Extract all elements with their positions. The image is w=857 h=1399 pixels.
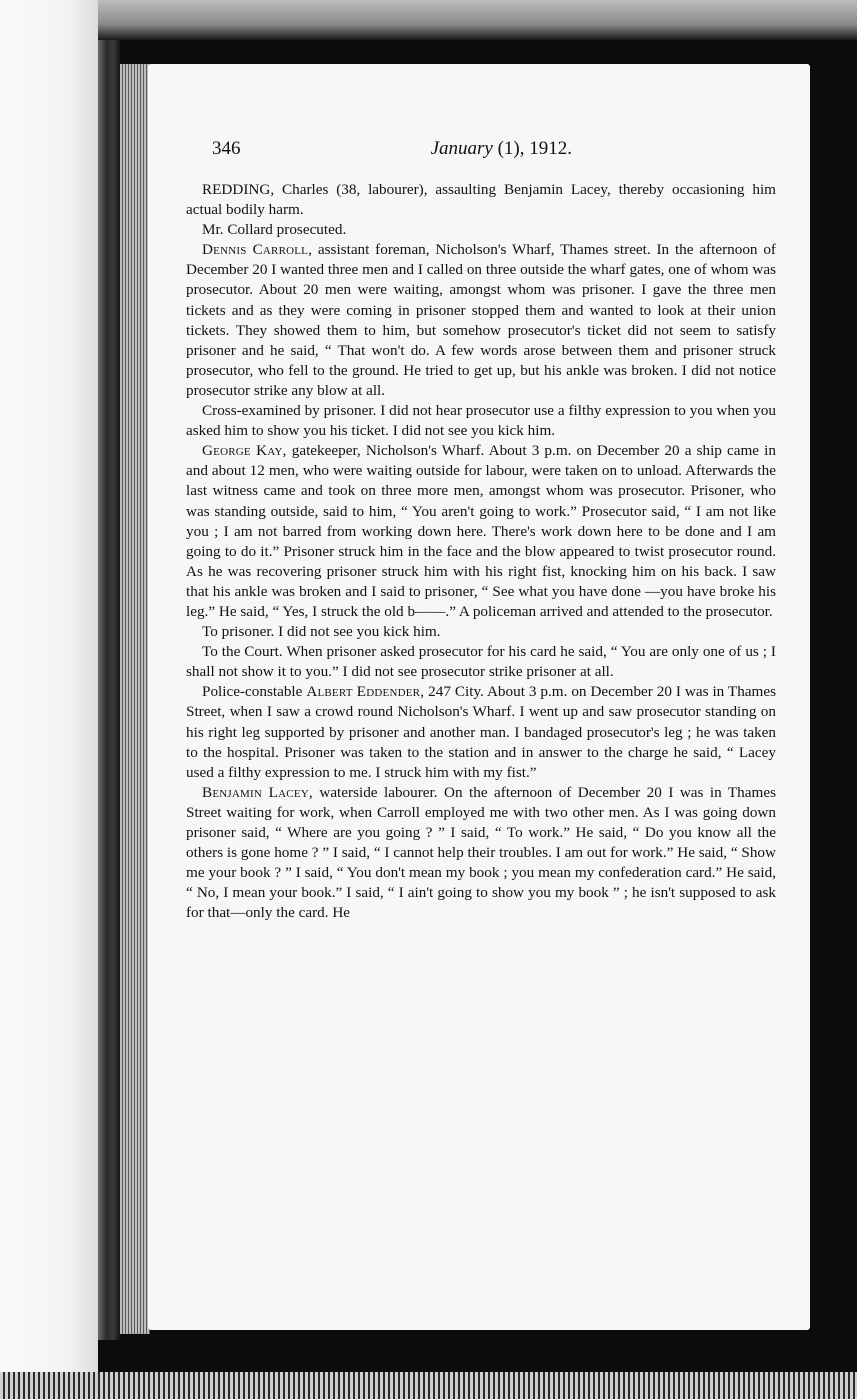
paragraph-text: gatekeeper, Nicholson's Wharf. About 3 p.m. on December 20 a ship came in and about 12 men, who were waiting outside for labour, were taken on to unload. Afterwards the last witness came and took on three more men, amongst whom was prosecutor. Prisoner, who was standing outside, said to him, “ You aren't going to work.” Prosecutor said, “ I am not like you ; I am not barred from working down here. There's work down here to be done and I am going to do it.” Prisoner struck him in the face and the blow appeared to twist prosecutor round. As he was recovering prisoner struck him with his right fist, knocking him on his back. I saw that his ankle was broken and I said to prisoner, “ See what you have done —you have broke his leg.” He said, “ Yes, I struck the old b——.” A policeman arrived and attended to the prosecutor.	[186, 442, 776, 620]
paragraph-text: Mr. Collard prosecuted.	[202, 221, 347, 239]
paragraph-text: Cross-examined by prisoner. I did not hear prosecutor use a filthy expression to you when you asked him to show you his ticket. I did not see you kick him.	[186, 402, 776, 440]
scanner-margin-left	[0, 0, 98, 1399]
paragraph-text: Police-constable	[202, 683, 307, 701]
witness-name: George Kay,	[202, 442, 287, 460]
paragraph-text: assistant foreman, Nicholson's Wharf, Thames street. In the afternoon of December 20 I wanted three men and I called on three outside the wharf gates, one of whom was prosecutor. About 20 men were waiting, amongst whom was prisoner. I gave the three men tickets and as they were coming in prisoner stopped them and wanted to look at their union tickets. They showed them to him, but somehow prosecutor's ticket did not seem to satisfy prisoner and he said, “ That won't do. A few words arose between them and prisoner struck prosecutor, who fell to the ground. He tried to get up, but his ankle was broken. I did not notice prosecutor strike any blow at all.	[186, 241, 776, 399]
page-body	[186, 180, 776, 923]
paragraph-text: REDDING, Charles (38, labourer), assaulting Benjamin Lacey, thereby occasioning him actual bodily harm.	[186, 181, 776, 219]
to-prisoner-paragraph	[186, 622, 776, 642]
running-title-date: (1), 1912.	[497, 138, 572, 159]
paragraph-text: 247 City. About 3 p.m. on December 20 I was in Thames Street, when I saw a crowd round Nicholson's Wharf. I went up and saw prosecutor standing on his right leg supported by prisoner and another man. I bandaged prosecutor's leg ; he was taken to the hospital. Prisoner was taken to the station and in answer to the charge he said, “ Lacey used a filthy expression to me. I struck him with my fist.”	[186, 683, 776, 781]
paragraph-text: To the Court. When prisoner asked prosecutor for his card he said, “ You are only one of us ; I shall not show it to you.” I did not see prosecutor strike prisoner at all.	[186, 643, 776, 681]
scanner-margin-top	[98, 0, 857, 40]
book-binding	[98, 40, 120, 1340]
witness-carroll-paragraph	[186, 240, 776, 401]
running-title-month: January	[430, 138, 493, 159]
counsel-paragraph	[186, 220, 776, 240]
page-edges	[120, 64, 150, 1334]
page-number: 346	[212, 138, 241, 159]
witness-kay-paragraph	[186, 441, 776, 622]
paragraph-text: waterside labourer. On the afternoon of December 20 I was in Thames Street waiting for work, when Carroll employed me with two other men. As I was going down prisoner said, “ Where are you going ? ” I said, “ To work.” He said, “ Do you know all the others is gone home ? ” I said, “ I cannot help their troubles. I am out for work.” He said, “ Show me your book ? ” I said, “ You don't mean my book ; you mean my confederation card.” He said, “ No, I mean your book.” I said, “ I ain't going to show you my book ” ; he isn't supposed to ask for that—only the card. He	[186, 783, 776, 922]
witness-lacey-paragraph	[186, 783, 776, 924]
witness-name: Benjamin Lacey,	[202, 783, 313, 801]
paragraph-text: To prisoner. I did not see you kick him.	[202, 623, 441, 641]
witness-eddender-paragraph	[186, 682, 776, 782]
witness-name: Dennis Carroll,	[202, 241, 313, 259]
to-court-paragraph	[186, 642, 776, 682]
witness-name: Albert Eddender,	[306, 683, 425, 701]
case-heading-paragraph	[186, 180, 776, 220]
scanner-margin-bottom	[0, 1372, 857, 1399]
running-title	[431, 138, 572, 160]
cross-examination-paragraph	[186, 401, 776, 441]
running-header	[212, 138, 572, 164]
